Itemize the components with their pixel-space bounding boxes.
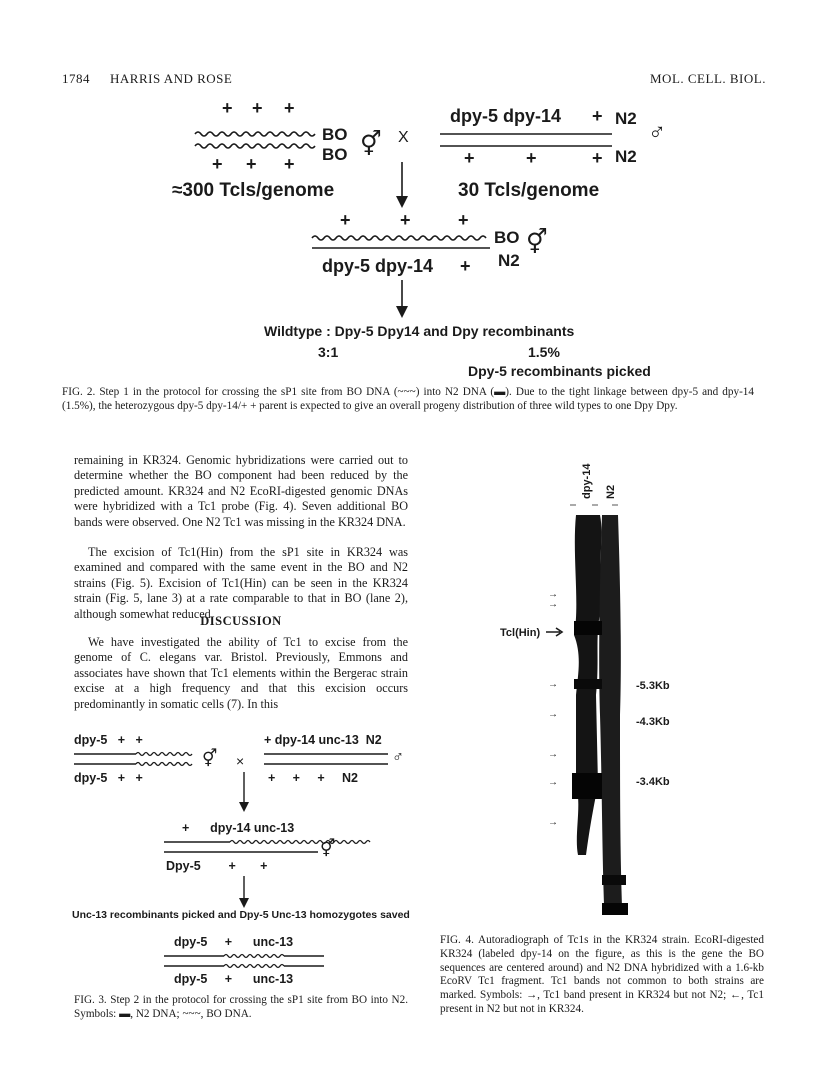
fig3-final-bottom: dpy-5 + unc-13 <box>174 972 294 986</box>
band-3-4kb <box>572 773 602 799</box>
band-low-2 <box>602 903 628 915</box>
body-paragraph-3: We have investigated the ability of Tc1 to excise from the genome of C. elegans var. Bristol. Previously, Emmons and associates have shown that Tc1 elements within the Bergerac strain excise at a high frequency and that this excision occurs predominantly in somatic cells (7). In this <box>74 635 408 711</box>
arrow-marker-5: → <box>548 749 558 760</box>
body-paragraph-2: The excision of Tc1(Hin) from the sP1 site in KR324 was examined and compared with the same event in the BO and N2 strains (Fig. 5). Excision of Tc1(Hin) can be seen in the KR324 strain (Fig. 5, lane 3) at a rate comparable to that in BO (lane 2), although somewhat reduced. <box>74 545 408 621</box>
marker-4-3kb: -4.3Kb <box>636 716 670 728</box>
bo-label-1: BO <box>322 125 348 144</box>
svg-text:+: + <box>340 210 351 230</box>
lane-label-dpy14: dpy-14 <box>581 463 593 499</box>
fig3-final-top: dpy-5 + unc-13 <box>174 935 294 949</box>
figure-4 <box>490 455 710 930</box>
band-5-3kb <box>574 679 602 689</box>
cross-symbol: X <box>398 129 409 146</box>
n2-top-genes: dpy-5 dpy-14 <box>450 106 562 126</box>
figure-3 <box>60 730 410 990</box>
arrow-marker-6: → <box>548 777 558 788</box>
page-number: 1784 <box>62 71 90 86</box>
n2-label-1: N2 <box>615 109 637 128</box>
n2-tc1-count: 30 Tcls/genome <box>458 180 600 201</box>
bo-plus-top <box>222 98 295 118</box>
f1-plus-top <box>340 210 469 230</box>
band-low-1 <box>602 875 626 885</box>
picked-line: Dpy-5 recombinants picked <box>468 363 651 379</box>
svg-text:+: + <box>458 210 469 230</box>
fig3-mid-hermaphrodite: ⚥ <box>320 839 336 858</box>
arrow-marker-7: → <box>548 817 558 828</box>
marker-5-3kb: -5.3Kb <box>636 680 670 692</box>
fig3-mid-wavy <box>230 841 370 844</box>
fig3-left-hermaphrodite: ⚥ <box>202 749 218 768</box>
male-symbol: ♂ <box>648 119 666 146</box>
svg-text:+: + <box>400 210 411 230</box>
fig3-left-wavy-2 <box>136 763 192 766</box>
fig3-final-wavy-1 <box>224 955 284 958</box>
arrow-1-head <box>396 196 408 208</box>
fig4-caption: FIG. 4. Autoradiograph of Tc1s in the KR324 strain. EcoRI-digested KR324 (labeled dpy-14 on the figure, as this is the gene the BO sequences are centered around) and N2 DNA hybridized with a 1.6-kb EcoRV Tc1 fragment. Tc1 bands not common to both strains are marked. Symbols: →, Tc1 band present in KR324 but not N2; ←, Tc1 present in N2 but not in KR324. <box>440 934 764 1015</box>
bo-chromosome-wavy-1 <box>195 132 315 136</box>
svg-text:+: + <box>252 98 263 118</box>
fig3-cross: × <box>236 753 245 769</box>
bo-tc1-count: ≈300 Tcls/genome <box>172 180 335 201</box>
outcome-line: Wildtype : Dpy-5 Dpy14 and Dpy recombinants <box>264 323 575 339</box>
fig3-picked-line: Unc-13 recombinants picked and Dpy-5 Unc-13 homozygotes saved <box>72 909 410 921</box>
svg-text:+: + <box>592 148 603 168</box>
journal-name: MOL. CELL. BIOL. <box>650 71 766 86</box>
n2-label-2: N2 <box>615 147 637 166</box>
f1-bo-label: BO <box>494 228 520 247</box>
f1-bo-chromosome-wavy <box>312 236 486 240</box>
f1-bottom-genes: dpy-5 dpy-14 <box>322 256 434 276</box>
wildtype-ratio: 3:1 <box>318 344 339 360</box>
fig2-cross-diagram <box>0 90 816 380</box>
body-paragraph-1: remaining in KR324. Genomic hybridizations were carried out to determine whether the BO component had been reduced by the predicted amount. KR324 and N2 EcoRI-digested genomic DNAs were hybridized with a Tc1 probe (Fig. 4). Seven additional BO bands were observed. One N2 Tc1 was missing in the KR324 DNA. <box>74 453 408 529</box>
svg-text:+: + <box>222 98 233 118</box>
f1-bottom-plus: + <box>460 256 471 276</box>
bo-plus-bottom <box>212 154 295 174</box>
svg-text:+: + <box>212 154 223 174</box>
fig3-left-wavy-1 <box>136 753 192 756</box>
fig3-right-male: ♂ <box>392 749 404 766</box>
fig3-cross-diagram <box>60 730 410 990</box>
fig3-arrow-1-head <box>239 802 249 812</box>
discussion-heading: DISCUSSION <box>200 614 282 628</box>
f1-n2-label: N2 <box>498 251 520 270</box>
figure-2 <box>0 90 816 380</box>
fig3-final-wavy-2 <box>224 965 284 968</box>
arrow-marker-3: → <box>548 679 558 690</box>
recombinant-percent: 1.5% <box>528 344 560 360</box>
lane-2-smear <box>599 515 622 907</box>
f1-hermaphrodite-symbol: ⚥ <box>526 229 548 256</box>
fig3-mid-bottom: Dpy-5 + + <box>166 859 268 873</box>
fig3-arrow-2-head <box>239 898 249 908</box>
fig3-caption: FIG. 3. Step 2 in the protocol for crossing the sP1 site from BO into N2. Symbols: ▬, N2 DNA; ~~~, BO DNA. <box>74 994 408 1020</box>
svg-text:+: + <box>464 148 475 168</box>
fig3-right-top: + dpy-14 unc-13 N2 <box>264 733 382 747</box>
marker-3-4kb: -3.4Kb <box>636 776 670 788</box>
fig3-right-bottom: + + + N2 <box>268 771 358 785</box>
fig3-left-bottom: dpy-5 + + <box>74 771 143 785</box>
arrow-2-head <box>396 306 408 318</box>
band-tc1-hin <box>574 621 602 635</box>
svg-text:+: + <box>284 154 295 174</box>
fig3-mid-top: + dpy-14 unc-13 <box>182 821 295 835</box>
bo-label-2: BO <box>322 145 348 164</box>
arrow-marker-2: → <box>548 599 558 610</box>
bo-chromosome-wavy-2 <box>195 144 315 148</box>
fig4-autoradiograph <box>490 455 710 930</box>
lane-label-n2: N2 <box>605 484 617 499</box>
n2-plus-bottom <box>464 148 603 168</box>
band-label-tc1-hin: Tcl(Hin) <box>500 627 541 639</box>
arrow-marker-4: → <box>548 709 558 720</box>
svg-text:+: + <box>246 154 257 174</box>
band-label-arrow <box>546 628 562 636</box>
running-authors: HARRIS AND ROSE <box>110 71 233 86</box>
fig3-left-top: dpy-5 + + <box>74 733 143 747</box>
fig2-caption: FIG. 2. Step 1 in the protocol for crossing the sP1 site from BO DNA (~~~) into N2 DNA (▬). Due to the tight linkage between dpy-5 and dpy-14 (1.5%), the heterozygous dpy-5 dpy-14/+ + parent is expected to give an overall progeny distribution of three wild types to one Dpy Dpy. <box>62 386 754 412</box>
n2-top-plus: + <box>592 106 603 126</box>
svg-text:+: + <box>526 148 537 168</box>
hermaphrodite-symbol: ⚥ <box>360 131 382 158</box>
svg-text:+: + <box>284 98 295 118</box>
arrow-marker-1: → <box>548 589 558 600</box>
